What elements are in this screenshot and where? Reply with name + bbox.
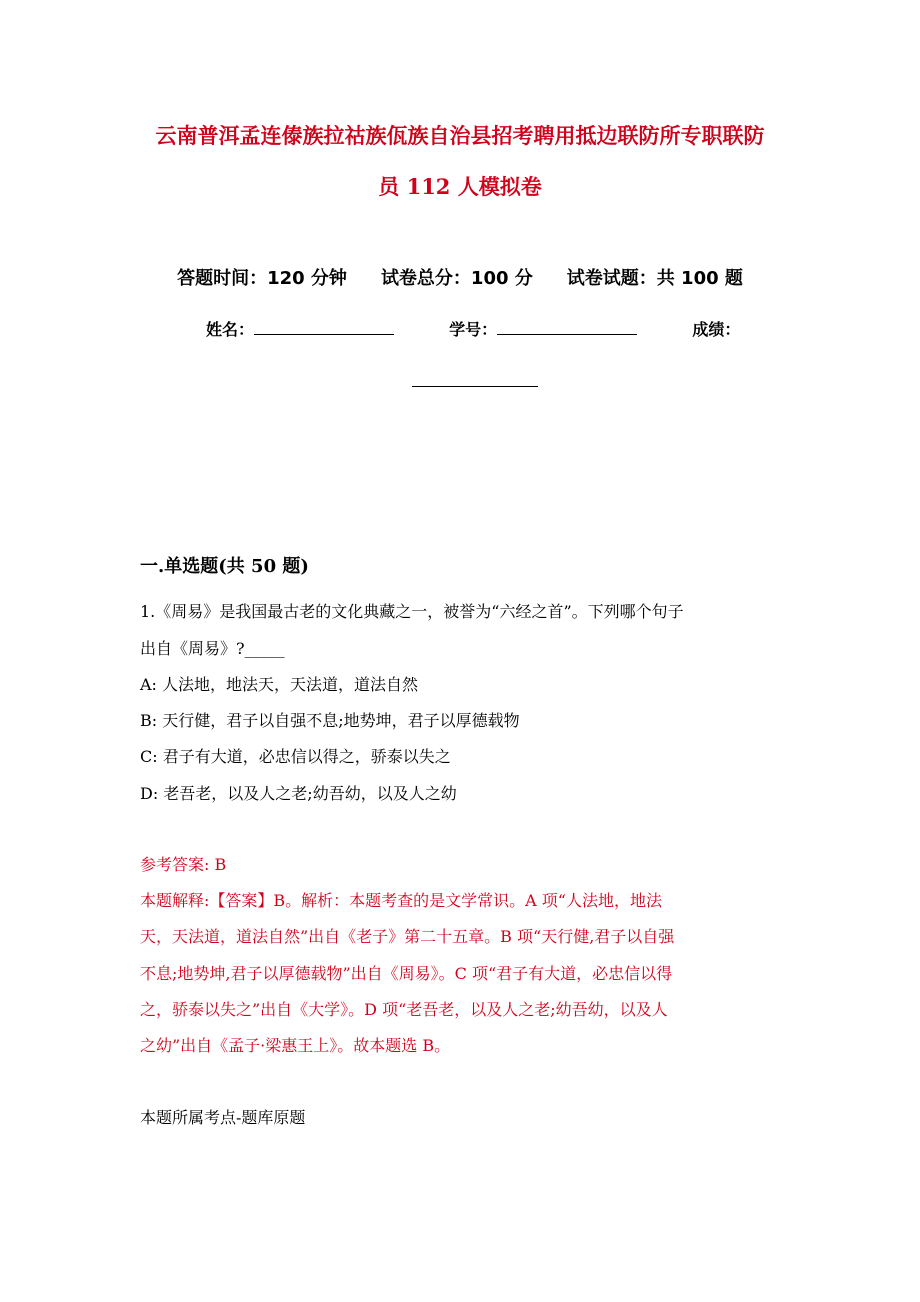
exam-time: 答题时间：120 分钟 (177, 268, 347, 289)
score-field (692, 322, 740, 338)
explanation-line-1: 本题解释:【答案】B。解析：本题考查的是文学常识。A 项“人法地，地法 (140, 891, 662, 910)
question-stem-line-1: 1.《周易》是我国最古老的文化典藏之一，被誉为“六经之首”。下列哪个句子 (140, 602, 684, 621)
option-c: C: 君子有大道，必忠信以得之，骄泰以失之 (140, 747, 451, 766)
document-title-line-1: 云南普洱孟连傣族拉祜族佤族自治县招考聘用抵边联防所专职联防 (155, 123, 765, 148)
exam-question-count: 试卷试题：共 100 题 (566, 268, 743, 289)
question-stem-line-2: 出自《周易》?_____ (140, 639, 285, 658)
exam-total-score: 试卷总分：100 分 (380, 268, 533, 289)
document-title-line-2: 员 112 人模拟卷 (378, 174, 542, 199)
explanation-line-2: 天，天法道，道法自然”出自《老子》第二十五章。B 项“天行健,君子以自强 (140, 927, 675, 946)
option-a: A: 人法地，地法天，天法道，道法自然 (140, 675, 419, 694)
topic-note: 本题所属考点-题库原题 (140, 1108, 306, 1127)
student-id-field (449, 320, 637, 338)
reference-answer: 参考答案: B (140, 855, 227, 874)
explanation-line-4: 之，骄泰以失之”出自《大学》。D 项“老吾老，以及人之老;幼吾幼，以及人 (140, 1000, 668, 1019)
student-id-label: 学号： (449, 320, 498, 339)
option-d: D: 老吾老，以及人之老;幼吾幼，以及人之幼 (140, 784, 457, 803)
exam-meta (0, 270, 920, 288)
name-label: 姓名： (206, 320, 255, 339)
score-label: 成绩： (692, 320, 741, 339)
student-info-fields (206, 320, 740, 338)
name-field (206, 320, 394, 338)
section-title: 一.单选题(共 50 题) (140, 556, 309, 577)
student-id-blank-line (497, 320, 637, 335)
explanation-line-3: 不息;地势坤,君子以厚德载物”出自《周易》。C 项“君子有大道，必忠信以得 (140, 964, 673, 983)
explanation-line-5: 之幼”出自《孟子·梁惠王上》。故本题选 B。 (140, 1036, 451, 1055)
name-blank-line (254, 320, 394, 335)
option-b: B: 天行健，君子以自强不息;地势坤，君子以厚德载物 (140, 711, 520, 730)
score-blank-line (412, 372, 538, 387)
